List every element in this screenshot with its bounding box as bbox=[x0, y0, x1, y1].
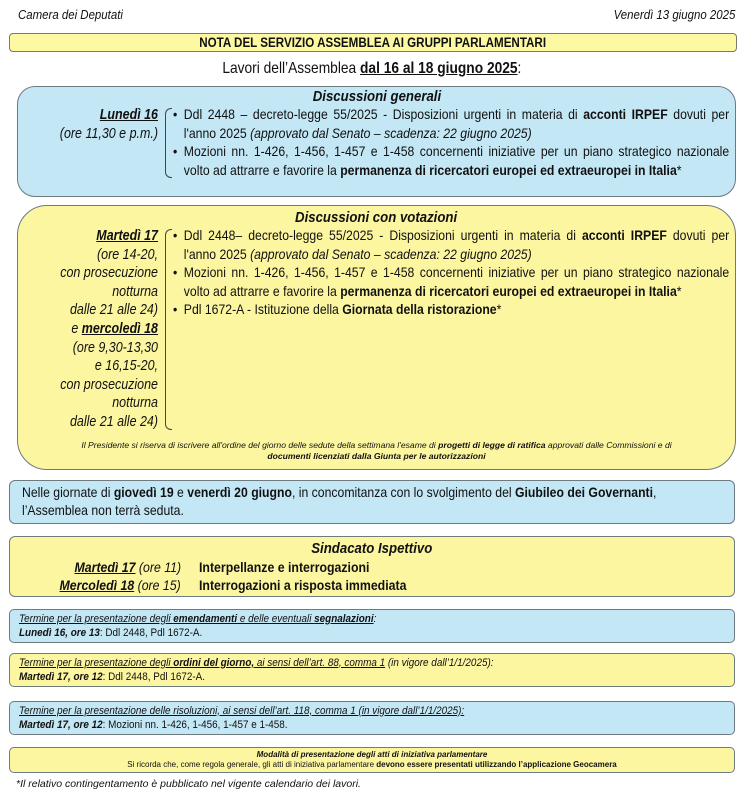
line-text: (in vigore dall’1/1/2025): bbox=[385, 656, 494, 669]
line-bold: segnalazioni bbox=[314, 612, 374, 625]
sindacato-heading bbox=[10, 540, 734, 558]
deadline-what: : Ddl 2448, Pdl 1672-A. bbox=[99, 626, 203, 639]
document-title-bar bbox=[9, 33, 737, 52]
item-bold: acconti IRPEF bbox=[581, 228, 667, 243]
discussioni-votazioni-items-wrap bbox=[173, 227, 743, 432]
discussioni-generali-agenda bbox=[18, 106, 735, 180]
note-bold: progetti di legge di ratifica bbox=[438, 439, 546, 450]
no-session-text bbox=[22, 484, 722, 520]
no-session-notice bbox=[9, 480, 735, 524]
document-date: Venerdì 13 giugno 2025 bbox=[613, 7, 735, 22]
footnote: *Il relativo contingentamento è pubblicato nel vigente calendario dei lavori. bbox=[16, 777, 361, 790]
subtitle-dates: dal 16 al 18 giugno 2025 bbox=[359, 60, 518, 77]
line-bold: ordini del giorno, bbox=[173, 656, 255, 669]
notice-bold: venerdì 20 giugno bbox=[187, 484, 292, 500]
discussioni-generali-items bbox=[173, 106, 729, 180]
brace-divider bbox=[165, 229, 172, 430]
termine-odg-panel bbox=[9, 653, 735, 687]
deadline-what: : Mozioni nn. 1-426, 1-456, 1-457 e 1-458. bbox=[102, 718, 288, 731]
deadline-when: Martedì 17, ore 12 bbox=[19, 670, 103, 683]
termine-emendamenti-deadline bbox=[19, 626, 654, 640]
line-text: e delle eventuali bbox=[237, 612, 315, 625]
item-text: * bbox=[676, 283, 682, 299]
modalita-heading: Modalità di presentazione degli atti di iniziativa parlamentare bbox=[256, 749, 488, 759]
termine-emendamenti-panel bbox=[9, 609, 735, 643]
note-bold: documenti licenziati dalla Giunta per le autorizzazioni bbox=[267, 451, 486, 462]
item-bold: Giornata della ristorazione bbox=[342, 302, 497, 318]
discussioni-generali-schedule bbox=[18, 106, 158, 180]
agenda-item bbox=[173, 264, 729, 301]
day1-time: notturna bbox=[112, 283, 158, 300]
notice-text: Nelle giornate di bbox=[22, 484, 114, 500]
discussioni-generali-panel bbox=[17, 86, 736, 197]
day2-time: e 16,15-20, bbox=[94, 358, 158, 375]
termine-odg-deadline bbox=[19, 670, 654, 684]
brace-divider bbox=[165, 108, 172, 178]
item-bold: acconti IRPEF bbox=[583, 107, 668, 122]
subtitle bbox=[0, 59, 743, 81]
day1-time: dalle 21 alle 24) bbox=[69, 302, 158, 319]
discussioni-votazioni-schedule bbox=[18, 227, 158, 432]
row-activity: Interpellanze e interrogazioni bbox=[199, 558, 370, 575]
discussioni-votazioni-items bbox=[173, 227, 729, 320]
row-day: Martedì 17 bbox=[74, 558, 136, 575]
day1-label: Martedì 17 bbox=[96, 228, 158, 244]
item-text: dovuti per l'anno 2025 bbox=[183, 228, 730, 262]
discussioni-generali-items-wrap bbox=[173, 106, 743, 180]
day2-label: mercoledì 18 bbox=[81, 320, 158, 337]
notice-bold: Giubileo dei Governanti bbox=[515, 484, 654, 500]
termine-risoluzioni-panel bbox=[9, 701, 735, 735]
deadline-when: Lunedì 16, ore 13 bbox=[19, 626, 100, 639]
day2-time: notturna bbox=[112, 395, 158, 412]
row-time: (ore 15) bbox=[134, 576, 181, 593]
modalita-plain: Si ricorda che, come regola generale, gli atti di iniziativa parlamentare bbox=[127, 759, 377, 769]
deadline-what: : Ddl 2448, Pdl 1672-A. bbox=[102, 670, 206, 683]
line-text: Termine per la presentazione degli bbox=[19, 612, 174, 625]
time-label: (ore 11,30 e p.m.) bbox=[59, 125, 158, 142]
day2-line bbox=[38, 320, 158, 339]
day1-time: con prosecuzione bbox=[60, 265, 158, 282]
day2-time: (ore 9,30-13,30 bbox=[72, 339, 158, 356]
item-text: Ddl 2448– decreto-legge 55/2025 - Disposizioni urgenti in materia di bbox=[183, 228, 582, 243]
note-text: approvati dalle Commissioni e di bbox=[545, 439, 672, 450]
discussioni-votazioni-agenda bbox=[18, 227, 735, 432]
subtitle-suffix: : bbox=[517, 60, 522, 77]
day1-time: (ore 14-20, bbox=[96, 246, 158, 263]
sindacato-row bbox=[10, 558, 734, 576]
heading-text: Discussioni con votazioni bbox=[295, 209, 458, 226]
heading-text: Sindacato Ispettivo bbox=[311, 539, 433, 557]
notice-bold: giovedì 19 bbox=[113, 484, 174, 500]
note-text: Il Presidente si riserva di iscrivere all'ordine del giorno delle sedute della settimana l'esame di bbox=[81, 439, 439, 450]
agenda-item bbox=[173, 143, 729, 180]
day2-time: dalle 21 alle 24) bbox=[69, 413, 158, 430]
item-text: Mozioni nn. 1-426, 1-456, 1-457 e 1-458 concernenti iniziative per un piano strategico nazionale volto ad attrarre e favorire la bbox=[183, 144, 730, 178]
day-label: Lunedì 16 bbox=[99, 107, 158, 123]
connector: e bbox=[71, 320, 82, 337]
notice-text: e bbox=[173, 484, 188, 500]
termine-emendamenti-line bbox=[19, 612, 654, 626]
discussioni-votazioni-panel bbox=[17, 205, 736, 470]
termine-odg-line bbox=[19, 656, 654, 670]
notice-text: , l’Assemblea non terrà seduta. bbox=[22, 484, 657, 518]
row-time: (ore 11) bbox=[135, 558, 181, 575]
line-text: ai sensi dell’art. 88, comma 1 bbox=[254, 656, 386, 669]
item-text: Ddl 2448 – decreto-legge 55/2025 - Disposizioni urgenti in materia di bbox=[183, 107, 584, 122]
notice-text: , in concomitanza con lo svolgimento del bbox=[291, 484, 516, 500]
item-bold: permanenza di ricercatori europei ed extraeuropei in Italia bbox=[340, 283, 677, 299]
modalita-bold: devono essere presentati utilizzando l’applicazione Geocamera bbox=[376, 759, 617, 769]
discussioni-generali-heading bbox=[18, 88, 735, 106]
no-session-wrap bbox=[22, 484, 722, 520]
day2-time: con prosecuzione bbox=[60, 376, 158, 393]
row-activity: Interrogazioni a risposta immediata bbox=[199, 576, 407, 593]
item-italic: (approvato dal Senato – scadenza: 22 giugno 2025) bbox=[250, 246, 532, 262]
item-text: Pdl 1672-A - Istituzione della bbox=[183, 302, 343, 318]
termine-risoluzioni-deadline bbox=[19, 718, 654, 732]
termine-risoluzioni-line: Termine per la presentazione delle risoluzioni, ai sensi dell’art. 118, comma 1 (in vigore dall’1/1/2025): bbox=[19, 704, 465, 717]
agenda-item bbox=[173, 106, 729, 143]
document-title: NOTA DEL SERVIZIO ASSEMBLEA AI GRUPPI PARLAMENTARI bbox=[199, 35, 547, 50]
sindacato-ispettivo-panel bbox=[9, 536, 735, 597]
document-header bbox=[0, 0, 743, 26]
item-text: * bbox=[676, 162, 682, 178]
heading-text: Discussioni generali bbox=[312, 88, 441, 105]
sindacato-row bbox=[10, 576, 734, 594]
agenda-item bbox=[173, 227, 729, 264]
discussioni-votazioni-heading bbox=[18, 209, 735, 227]
line-text: : bbox=[373, 612, 377, 625]
item-italic: (approvato dal Senato – scadenza: 22 giugno 2025) bbox=[250, 125, 532, 141]
agenda-item bbox=[173, 301, 729, 320]
subtitle-prefix: Lavori dell’Assemblea bbox=[221, 60, 360, 77]
institution-name: Camera dei Deputati bbox=[18, 7, 123, 22]
item-bold: permanenza di ricercatori europei ed extraeuropei in Italia bbox=[340, 162, 677, 178]
item-text: * bbox=[496, 302, 502, 318]
item-text: dovuti per l'anno 2025 bbox=[183, 107, 730, 141]
item-text: Mozioni nn. 1-426, 1-456, 1-457 e 1-458 concernenti iniziative per un piano strategico nazionale volto ad attrarre e favorire la bbox=[183, 265, 730, 299]
modalita-panel bbox=[9, 747, 735, 773]
president-note bbox=[18, 440, 735, 463]
line-text: Termine per la presentazione degli bbox=[19, 656, 174, 669]
row-day: Mercoledì 18 bbox=[59, 576, 135, 593]
deadline-when: Martedì 17, ore 12 bbox=[19, 718, 103, 731]
modalita-text bbox=[10, 760, 734, 770]
line-bold: emendamenti bbox=[173, 612, 238, 625]
